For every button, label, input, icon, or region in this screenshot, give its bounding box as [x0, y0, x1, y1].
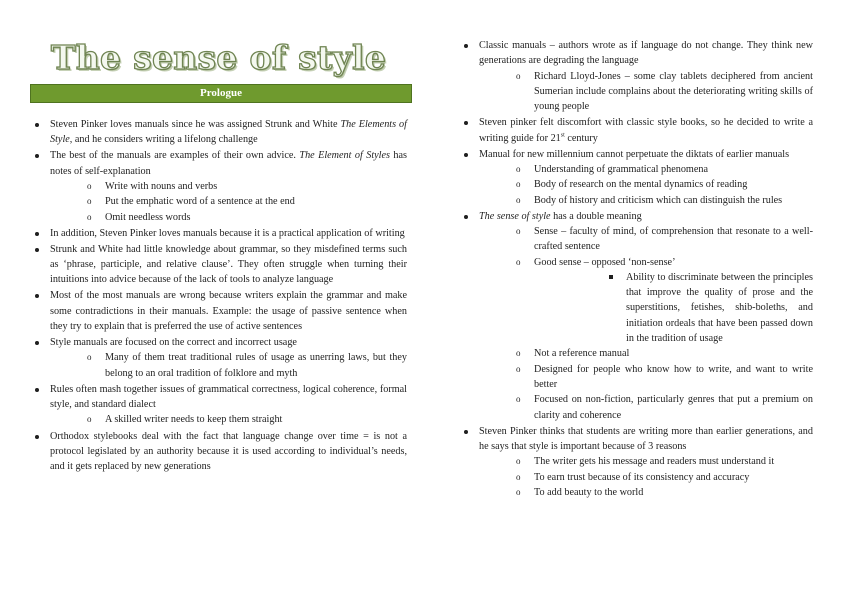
list-item [30, 382, 407, 428]
list-item [30, 226, 407, 241]
sub-list-item: o Sense – faculty of mind, of comprehension that resonate to a well-crafted sentence [479, 224, 813, 255]
sub-list-item: o Put the emphatic word of a sentence at the end [50, 194, 407, 209]
item-text: Steven Pinker loves manuals since he was assigned Strunk and White [50, 119, 341, 130]
section-banner: Prologue [30, 84, 412, 103]
list-item [459, 424, 813, 500]
list-item [459, 147, 813, 208]
list-item [30, 117, 407, 148]
item-text: Orthodox stylebooks deal with the fact that language change over time = is not a protocol legislated by an authority because it is used according to individual’s needs, and it gets replaced by new generations [50, 430, 407, 473]
item-text: Most of the most manuals are wrong because writers explain the grammar and make some contradictions in their manuals. Example: the usage of passive sentence when they try to explain that is preferred the use of active sentences [50, 290, 407, 333]
sub-list [50, 179, 407, 225]
item-text: The best of the manuals are examples of their own advice. [50, 150, 300, 162]
item-text: has notes of self-explanation [50, 150, 407, 177]
book-title: The Element of Styles [299, 150, 390, 162]
sub-list-item: o Understanding of grammatical phenomena [479, 162, 813, 177]
sub-list-item: o Body of history and criticism which can distinguish the rules [479, 193, 813, 208]
sub-list-item: o Focused on non-fiction, particularly genres that put a premium on clarity and coherence [479, 392, 813, 423]
sub-list-item: o To earn trust because of its consistency and accuracy [479, 470, 813, 485]
item-text: Strunk and White had little knowledge about grammar, so they misdefined terms such as ‘phrase, participle, and relative clause’. They often struggle when turning their intuitions into advice because of the lack of tools to analyze language [50, 243, 407, 286]
list-item [30, 288, 407, 334]
item-text: and he considers writing a lifelong challenge [72, 134, 258, 146]
list-item [30, 242, 407, 288]
sub-list [479, 454, 813, 500]
item-text: Rules often mash together issues of grammatical correctness, logical coherence, formal style, and standard dialect [50, 383, 407, 411]
sub-list [50, 350, 407, 381]
list-item [30, 429, 407, 475]
sub-list-item: o Many of them treat traditional rules of usage as unerring laws, but they belong to an oral tradition of folklore and myth [50, 350, 407, 381]
sub-list [479, 69, 813, 115]
sub-list-item: o A skilled writer needs to keep them straight [50, 412, 407, 427]
list-item [30, 148, 407, 224]
list-item [30, 335, 407, 381]
list-item [459, 38, 813, 114]
sub-sub-list-item: Ability to discriminate between the principles that improve the quality of prose and the superstitions, fetishes, shib-boleths, and initiation ordeals that have been passed down in the tradition of usage [534, 270, 813, 346]
left-bullet-list [30, 117, 407, 475]
page-title: The sense of style [50, 38, 387, 77]
item-text: In addition, Steven Pinker loves manuals because it is a practical application of writing [50, 227, 405, 239]
right-bullet-list [459, 38, 813, 501]
sub-list [479, 224, 813, 423]
sub-list-item: o Write with nouns and verbs [50, 179, 407, 194]
sub-list-item: o The writer gets his message and readers must understand it [479, 454, 813, 469]
sub-list-item: o Richard Lloyd-Jones – some clay tablets deciphered from ancient Sumerian include complains about the deteriorating writing skills of young people [479, 69, 813, 115]
superscript: st [560, 132, 565, 139]
item-text: has a double meaning [550, 210, 642, 222]
list-item [459, 209, 813, 423]
sub-list [479, 162, 813, 208]
sub-list [50, 412, 407, 427]
book-title: The Elements of Style, [50, 119, 407, 146]
item-text: Steven Pinker thinks that students are writing more than earlier generations, and he says that style is important because of 3 reasons [479, 425, 813, 452]
list-item [459, 115, 813, 146]
sub-sub-list [534, 270, 813, 346]
item-text: century [564, 132, 598, 144]
item-text: Steven pinker felt discomfort with classic style books, so he decided to write a writing guide for 21 [479, 117, 813, 144]
item-text: Manual for new millennium cannot perpetuate the diktats of earlier manuals [479, 148, 790, 160]
sub-list-item: o Body of research on the mental dynamics of reading [479, 177, 813, 192]
sub-list-item: o Omit needless words [50, 210, 407, 225]
sub-list-item: o To add beauty to the world [479, 485, 813, 500]
item-text: Classic manuals – authors wrote as if language do not change. They think new generations are degrading the language [479, 40, 813, 67]
item-text: Good sense – opposed ‘non-sense’ [534, 256, 676, 268]
book-title: The sense of style [479, 210, 551, 222]
sub-list-item: o Not a reference manual [479, 346, 813, 361]
sub-list-item: o Designed for people who know how to write, and want to write better [479, 362, 813, 393]
sub-list-item [479, 255, 813, 347]
item-text: Style manuals are focused on the correct and incorrect usage [50, 337, 297, 349]
